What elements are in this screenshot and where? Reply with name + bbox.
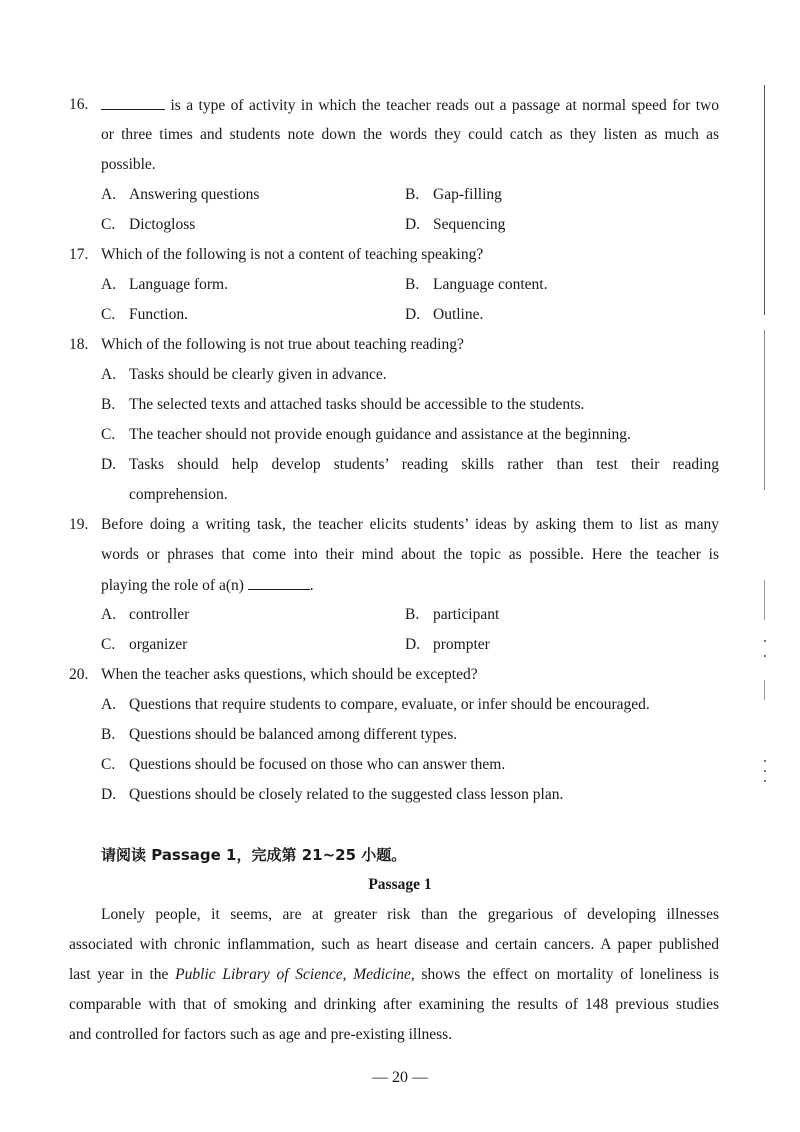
option-letter: D. <box>101 456 117 473</box>
option-text: Tasks should be clearly given in advance. <box>129 366 387 383</box>
option-text: prompter <box>433 636 490 653</box>
passage-line-3 <box>69 965 719 985</box>
question-16-line-2: or three times and students note down the words they could catch as they listen as much as <box>101 126 719 143</box>
option-text: Questions should be focused on those who can answer them. <box>129 756 506 773</box>
option-text: The selected texts and attached tasks should be accessible to the students. <box>129 396 585 413</box>
option-16d <box>405 215 505 235</box>
option-19a <box>101 605 189 625</box>
option-text: Language content. <box>433 276 548 293</box>
question-19-line-2: words or phrases that come into their mind about the topic as possible. Here the teacher is <box>101 546 719 563</box>
option-19c <box>101 635 187 655</box>
margin-line <box>764 330 765 490</box>
option-text: Questions that require students to compare, evaluate, or infer should be encouraged. <box>129 696 650 713</box>
option-text: The teacher should not provide enough guidance and assistance at the beginning. <box>129 426 631 443</box>
scan-dot <box>764 760 766 762</box>
question-19-text: playing the role of a(n) <box>101 577 244 594</box>
option-18d <box>101 455 719 475</box>
option-letter: C. <box>101 306 116 323</box>
question-16-line-1 <box>101 95 719 116</box>
answer-blank <box>248 575 310 590</box>
passage-line-1: Lonely people, it seems, are at greater risk than the gregarious of developing illnesses <box>101 906 719 923</box>
margin-line <box>764 85 765 315</box>
question-17-text: Which of the following is not a content of teaching speaking? <box>101 246 484 263</box>
option-letter: B. <box>405 276 420 293</box>
option-17c <box>101 305 188 325</box>
option-text: participant <box>433 606 500 623</box>
question-19-number: 19. <box>69 516 89 533</box>
option-text: Sequencing <box>433 216 506 233</box>
option-18c <box>101 425 631 445</box>
option-text: Function. <box>129 306 188 323</box>
option-text: Answering questions <box>129 186 260 203</box>
option-text: Gap-filling <box>433 186 502 203</box>
question-19-line-1: Before doing a writing task, the teacher elicits students’ ideas by asking them to list as many <box>101 516 719 533</box>
option-17b <box>405 275 547 295</box>
scan-dot <box>764 770 766 772</box>
passage-text: last year in the <box>69 966 169 983</box>
option-text: Questions should be closely related to the suggested class lesson plan. <box>129 786 564 803</box>
option-17d <box>405 305 483 325</box>
option-text: Tasks should help develop students’ reading skills rather than test their reading <box>129 456 719 473</box>
question-16-number: 16. <box>69 96 89 113</box>
option-letter: A. <box>101 186 117 203</box>
passage-line-2: associated with chronic inflammation, such as heart disease and certain cancers. A paper published <box>69 936 719 953</box>
option-16c <box>101 215 195 235</box>
option-letter: A. <box>101 366 117 383</box>
option-20b <box>101 725 457 745</box>
passage-title: Passage 1 <box>368 876 432 893</box>
option-letter: D. <box>405 306 421 323</box>
margin-line <box>764 580 765 620</box>
journal-name: Public Library of Science, Medicine <box>175 966 411 983</box>
page-number: — 20 — <box>372 1069 428 1086</box>
option-text: controller <box>129 606 190 623</box>
option-letter: D. <box>101 786 117 803</box>
question-17-number: 17. <box>69 246 89 263</box>
question-16-line-3: possible. <box>101 156 156 173</box>
option-19d <box>405 635 490 655</box>
question-20-text: When the teacher asks questions, which should be excepted? <box>101 666 478 683</box>
option-19b <box>405 605 499 625</box>
option-20a <box>101 695 650 715</box>
option-18a <box>101 365 387 385</box>
option-letter: C. <box>101 636 116 653</box>
option-text: Language form. <box>129 276 228 293</box>
option-letter: B. <box>405 606 420 623</box>
option-text: Dictogloss <box>129 216 196 233</box>
option-16a <box>101 185 259 205</box>
option-text: organizer <box>129 636 188 653</box>
margin-line <box>764 680 765 700</box>
passage-line-5: and controlled for factors such as age and pre-existing illness. <box>69 1026 453 1043</box>
scan-dot <box>764 655 766 657</box>
question-18-number: 18. <box>69 336 89 353</box>
option-text: Questions should be balanced among different types. <box>129 726 458 743</box>
option-letter: C. <box>101 756 116 773</box>
option-letter: C. <box>101 216 116 233</box>
option-letter: C. <box>101 426 116 443</box>
option-letter: B. <box>405 186 420 203</box>
question-16-text: is a type of activity in which the teacher reads out a passage at normal speed for two <box>170 97 719 114</box>
option-20d <box>101 785 563 805</box>
scan-dot <box>764 640 766 642</box>
option-letter: D. <box>405 636 421 653</box>
passage-line-4: comparable with that of smoking and drinking after examining the results of 148 previous studies <box>69 996 719 1013</box>
option-18b <box>101 395 584 415</box>
option-letter: A. <box>101 696 117 713</box>
option-letter: D. <box>405 216 421 233</box>
option-16b <box>405 185 502 205</box>
option-text: Outline. <box>433 306 484 323</box>
option-20c <box>101 755 505 775</box>
option-17a <box>101 275 228 295</box>
option-letter: B. <box>101 726 116 743</box>
question-18-text: Which of the following is not true about teaching reading? <box>101 336 464 353</box>
option-letter: A. <box>101 276 117 293</box>
reading-instruction: 请阅读 Passage 1，完成第 21~25 小题。 <box>101 846 407 864</box>
scan-dot <box>764 780 766 782</box>
answer-blank <box>101 95 165 110</box>
question-19-period: . <box>309 577 314 594</box>
option-letter: A. <box>101 606 117 623</box>
option-letter: B. <box>101 396 116 413</box>
passage-text: , shows the effect on mortality of loneliness is <box>410 966 719 983</box>
question-19-line-3 <box>101 575 314 596</box>
question-20-number: 20. <box>69 666 89 683</box>
option-18d-continuation: comprehension. <box>129 486 228 503</box>
